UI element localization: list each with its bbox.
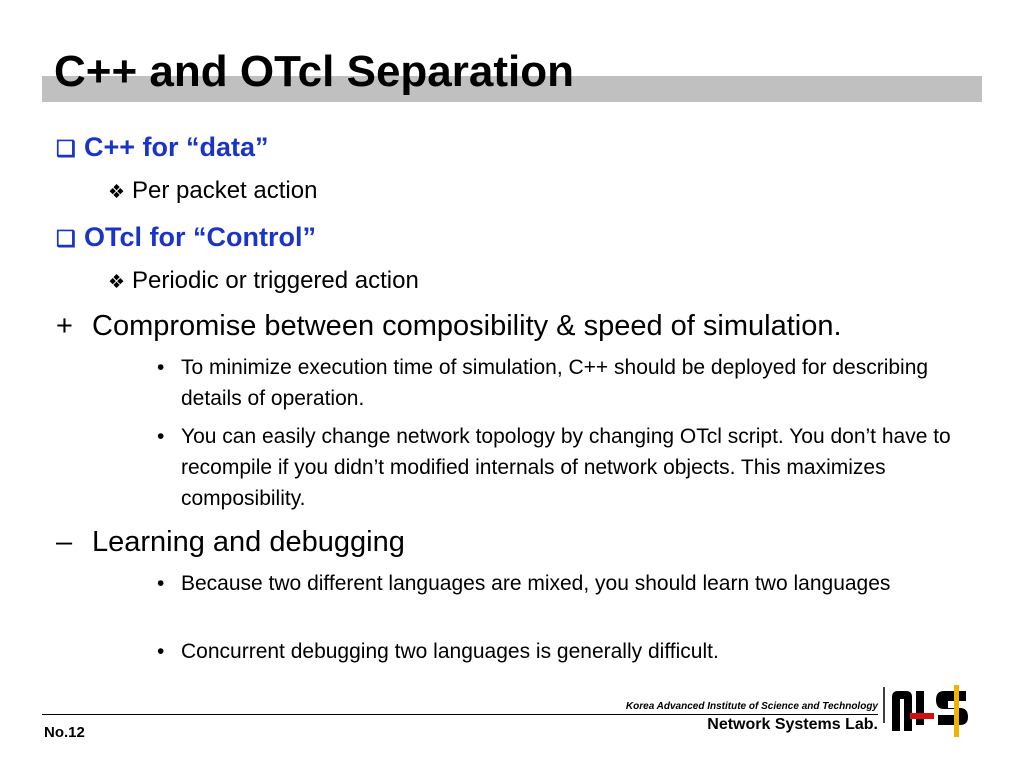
diamond-bullet-icon: ❖	[108, 182, 126, 203]
subpoint-text: Per packet action	[132, 177, 318, 204]
detail-text: Concurrent debugging two languages is generally difficult.	[181, 640, 719, 663]
point-learning-debugging	[56, 526, 405, 559]
bullet-dot: •	[157, 356, 165, 379]
detail-execution-time	[157, 352, 971, 414]
point-text: Learning and debugging	[92, 526, 405, 558]
heading-cpp-data	[56, 132, 269, 163]
bullet-dot: •	[157, 640, 165, 663]
page-number: No.12	[44, 724, 85, 741]
detail-text: To minimize execution time of simulation, C++ should be deployed for describing details of operation.	[181, 356, 929, 410]
plus-marker: +	[56, 310, 73, 342]
bullet-dot: •	[157, 425, 165, 448]
detail-concurrent-debugging	[157, 636, 971, 667]
square-bullet-icon: ❑	[56, 226, 76, 251]
heading-otcl-control	[56, 222, 316, 253]
subpoint-text: Periodic or triggered action	[132, 267, 419, 294]
point-compromise	[56, 310, 842, 343]
detail-text: You can easily change network topology by changing OTcl script. You don’t have to recompile if you didn’t modified internals of network objects. This maximizes composibility.	[181, 425, 951, 510]
diamond-bullet-icon: ❖	[108, 272, 126, 293]
footer-divider	[42, 714, 878, 715]
subpoint-periodic	[108, 267, 419, 295]
organization-name: Korea Advanced Institute of Science and Technology	[625, 701, 878, 712]
slide-title: C++ and OTcl Separation	[54, 47, 574, 96]
detail-two-languages	[157, 568, 971, 599]
subpoint-per-packet	[108, 177, 317, 205]
heading-text: C++ for “data”	[84, 132, 269, 162]
logo-hidden-text: NS	[932, 735, 937, 739]
lab-name: Network Systems Lab.	[707, 716, 878, 733]
ns-lab-logo	[882, 683, 982, 739]
detail-text: Because two different languages are mixed, you should learn two languages	[181, 572, 891, 595]
bullet-dot: •	[157, 572, 165, 595]
heading-text: OTcl for “Control”	[84, 222, 316, 252]
dash-marker: –	[56, 526, 73, 558]
point-text: Compromise between composibility & speed of simulation.	[92, 310, 842, 342]
square-bullet-icon: ❑	[56, 136, 76, 161]
detail-topology	[157, 421, 971, 514]
